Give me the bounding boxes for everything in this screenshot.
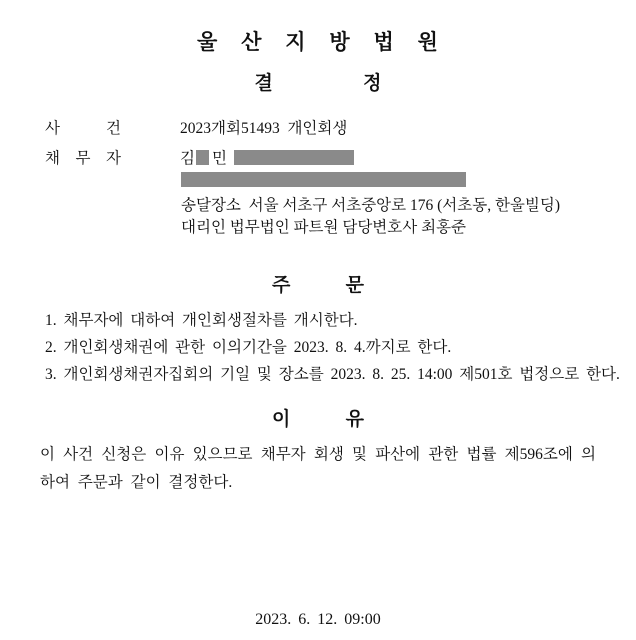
- case-label: 사 건: [45, 120, 121, 137]
- reason-section-heading: 이 유: [272, 409, 364, 430]
- debtor-name-last-char: 민: [211, 150, 227, 167]
- redaction-bar-address-line: [181, 172, 466, 187]
- order-item-1: 1. 채무자에 대하여 개인회생절차를 개시한다.: [45, 312, 358, 329]
- order-items-list: [45, 307, 628, 388]
- redaction-bar-name-line: [234, 150, 354, 165]
- reason-paragraph: 이 사건 신청은 이유 있으므로 채무자 회생 및 파산에 관한 법률 제596조에 의하여 주문과 같이 결정한다.: [40, 446, 596, 491]
- decision-title: 결 정: [254, 73, 382, 94]
- service-address-line: 송달장소 서울 서초구 서초중앙로 176 (서초동, 한울빌딩): [181, 197, 561, 214]
- case-number-value: 2023개회51493 개인회생: [180, 120, 348, 137]
- representative-line: 대리인 법무법인 파트원 담당변호사 최홍준: [181, 219, 467, 236]
- court-name-title: 울 산 지 방 법 원: [197, 31, 439, 54]
- debtor-row: [45, 146, 354, 168]
- debtor-label: 채 무 자: [45, 150, 121, 167]
- order-item-3: 3. 개인회생채권자집회의 기일 및 장소를 2023. 8. 25. 14:00 제501호 법정으로 한다.: [45, 366, 620, 383]
- debtor-name-first-char: 김: [180, 150, 195, 167]
- order-section-heading: 주 문: [272, 275, 364, 296]
- redaction-bar-name-char: [196, 150, 209, 165]
- decision-datetime: 2023. 6. 12. 09:00: [255, 611, 381, 628]
- debtor-name: [180, 146, 354, 168]
- case-number-row: [45, 116, 347, 138]
- order-item-2: 2. 개인회생채권에 관한 이의기간을 2023. 8. 4.까지로 한다.: [45, 339, 452, 356]
